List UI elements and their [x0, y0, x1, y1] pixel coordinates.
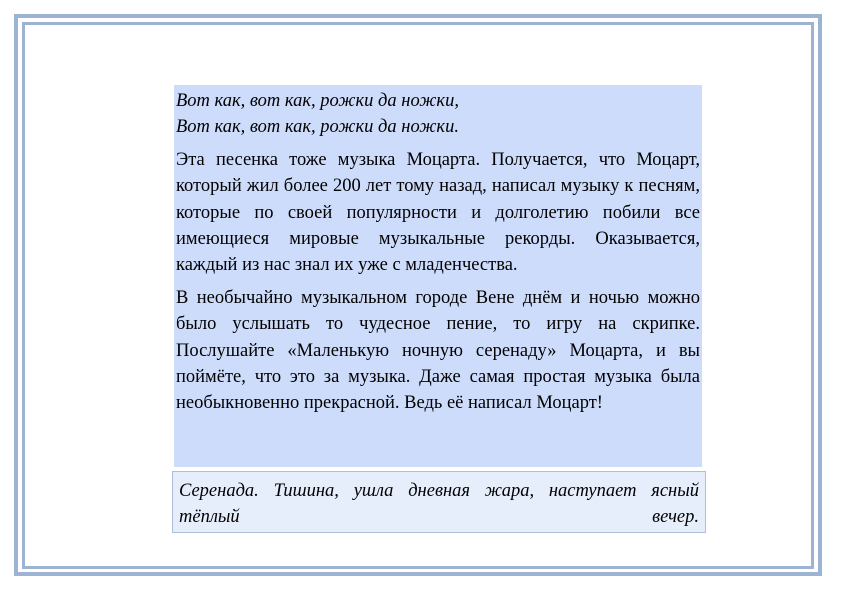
main-text-block: [174, 85, 702, 467]
paragraph-mozart-songs: Эта песенка тоже музыка Моцарта. Получается, что Моцарт, который жил более 200 лет тому назад, написал музыку к песням, которые по своей популярности и долголетию побили все имеющиеся мировые музыкальные рекорды. Оказывается, каждый из нас знал их уже с младенчества.: [176, 149, 700, 276]
verse-line-1: Вот как, вот как, рожки да ножки,: [176, 91, 459, 111]
verse-line-2: Вот как, вот как, рожки да ножки.: [176, 117, 459, 138]
paragraph-vienna: В необычайно музыкальном городе Вене днём и ночью можно было услышать то чудесное пение, то игру на скрипке. Послушайте «Маленькую ночную серенаду» Моцарта, и вы поймёте, что это за музыка. Даже самая простая музыка была необыкновенно прекрасной. Ведь её написал Моцарт!: [176, 287, 700, 414]
serenade-caption: Серенада. Тишина, ушла дневная жара, наступает ясный тёплый вечер.: [172, 471, 706, 533]
